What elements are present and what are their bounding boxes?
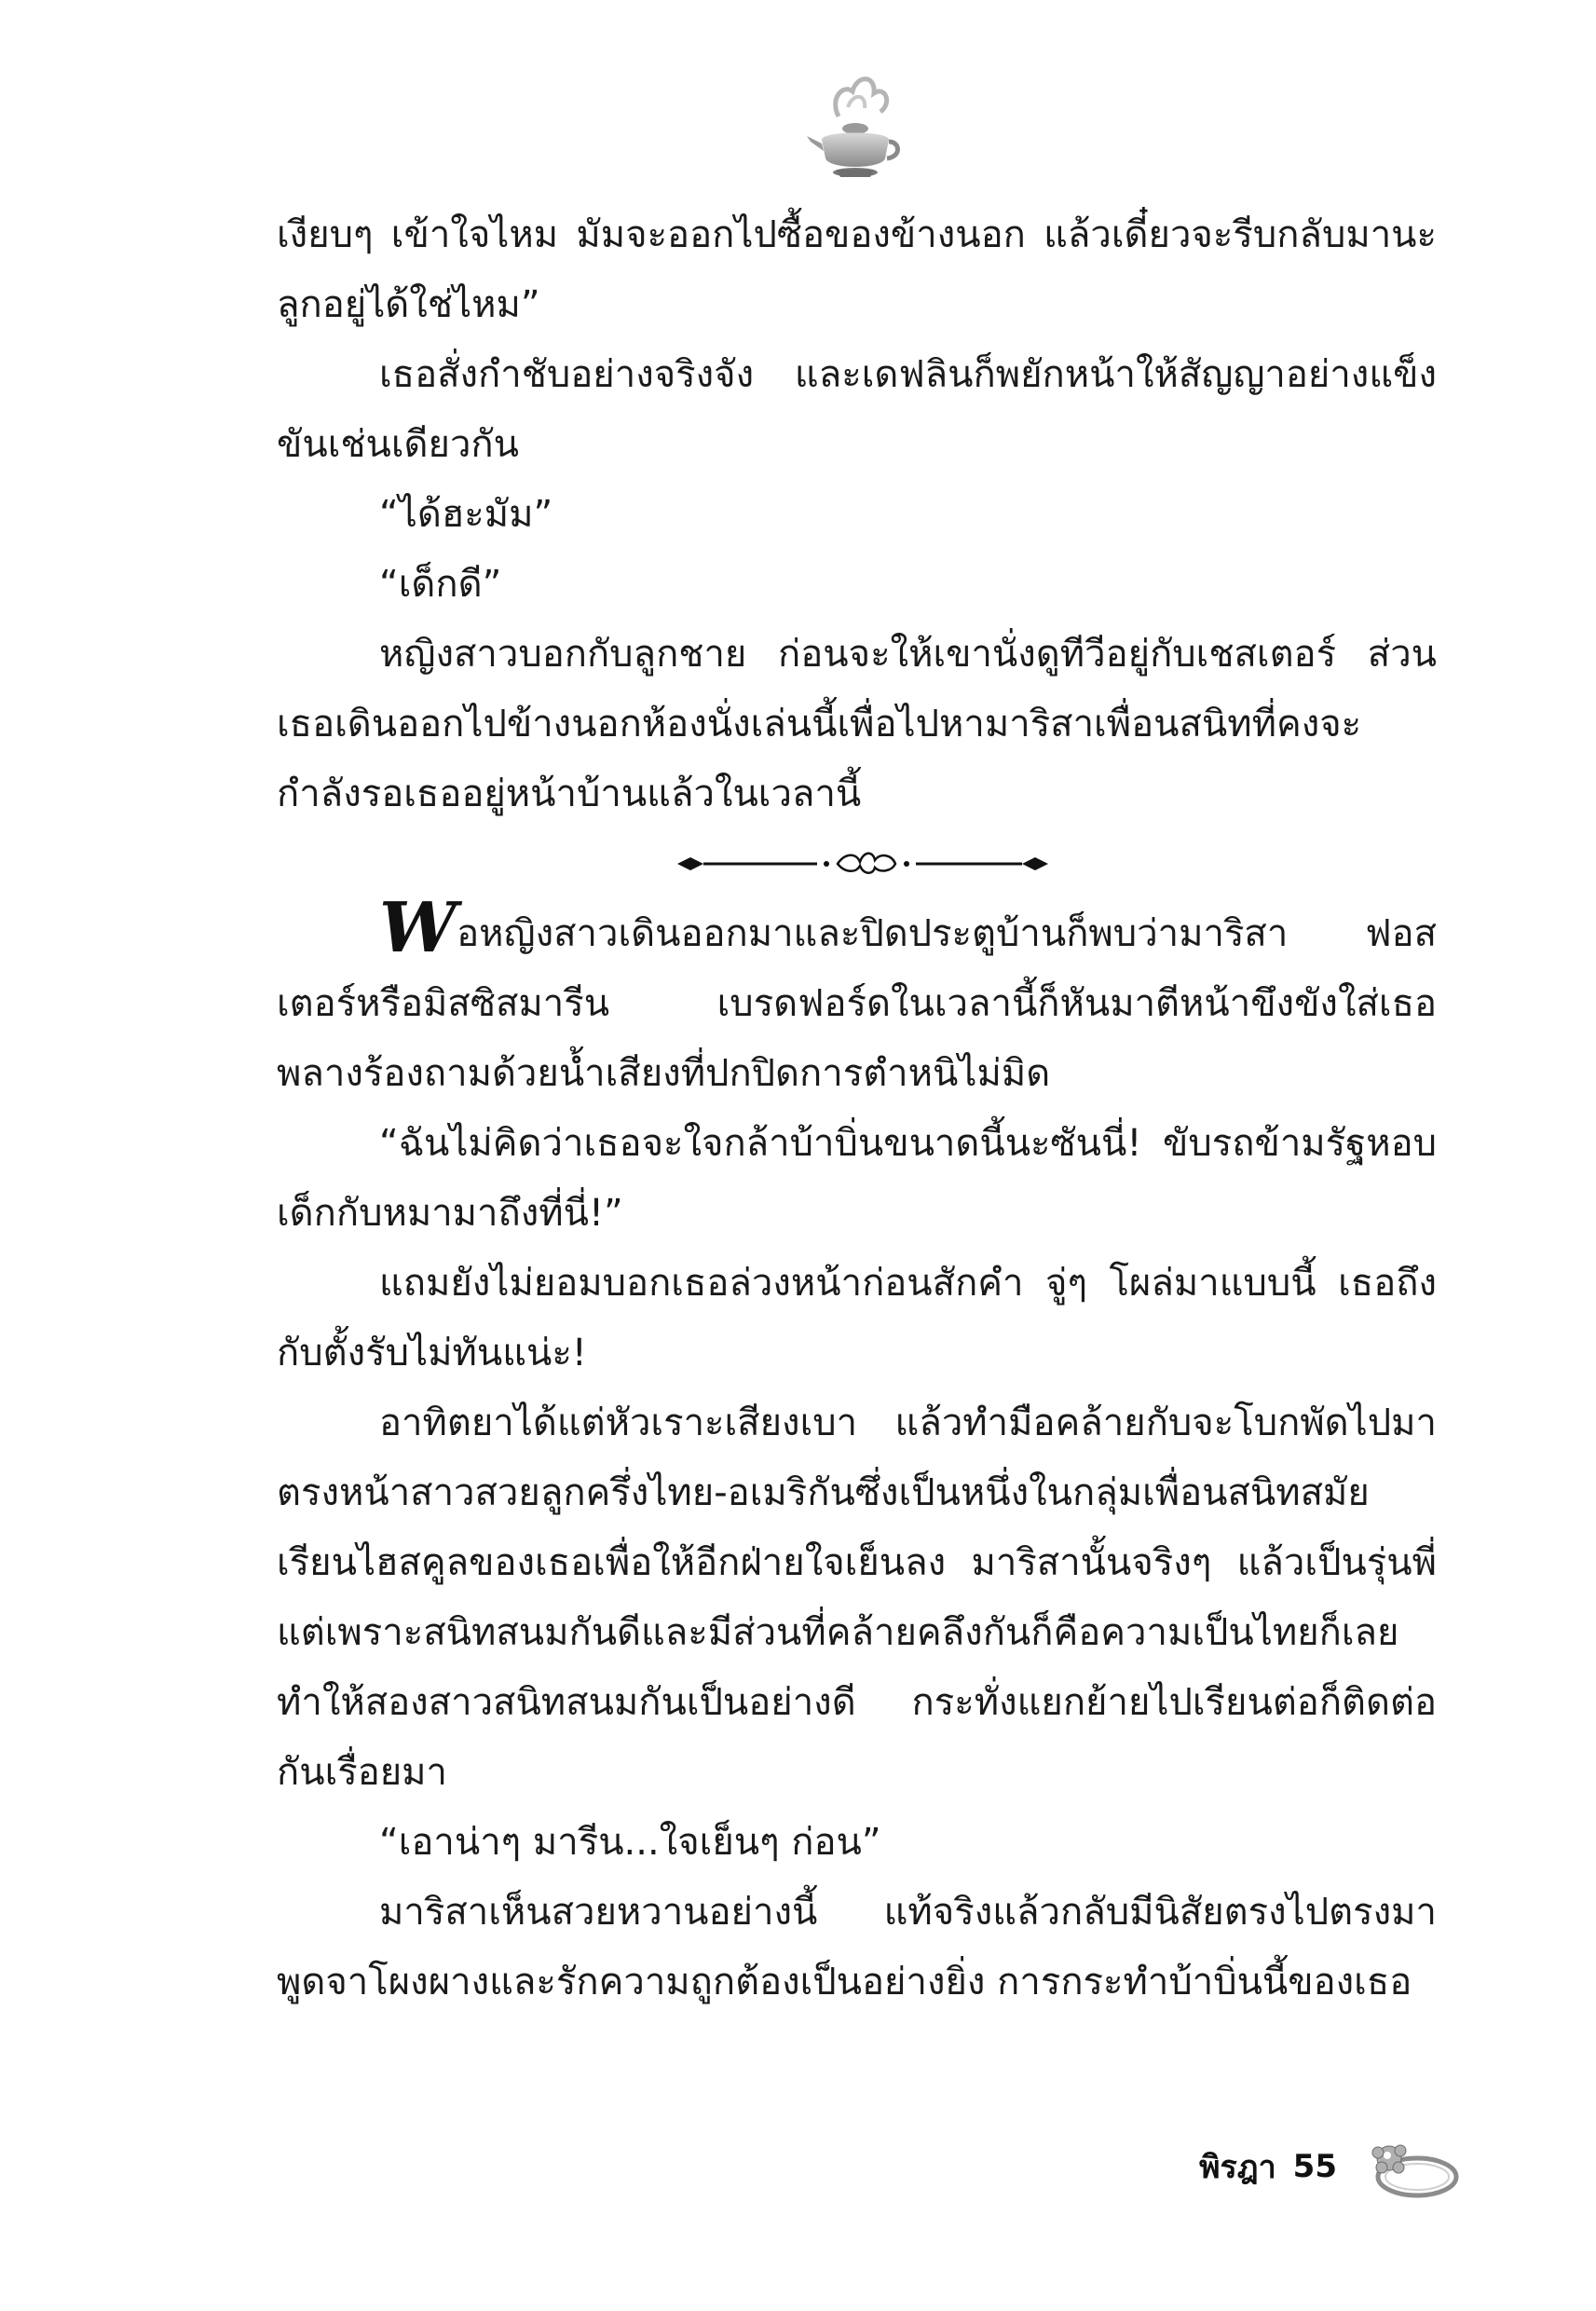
drop-cap-text: อหญิงสาวเดินออกมาและปิดประตูบ้านก็พบว่ามาริสา ฟอสเตอร์หรือมิสซิสมารีน เบรดฟอร์ดในเวลานี้ก็หันมาตีหน้าขึงขังใส่เธอ พลางร้องถามด้วยน้ำเสียงที่ปกปิดการตำหนิไม่มิด	[277, 912, 1437, 1095]
drop-cap: W	[379, 888, 457, 968]
paragraph: อาทิตยาได้แต่หัวเราะเสียงเบา แล้วทำมือคล้ายกับจะโบกพัดไปมาตรงหน้าสาวสวยลูกครึ่งไทย-อเมริกันซึ่งเป็นหนึ่งในกลุ่มเพื่อนสนิทสมัยเรียนไฮสคูลของเธอเพื่อให้อีกฝ่ายใจเย็นลง มาริสานั้นจริงๆ แล้วเป็นรุ่นพี่ แต่เพราะสนิทสนมกันดีและมีส่วนที่คล้ายคลึงกันก็คือความเป็นไทยก็เลยทำให้สองสาวสนิทสนมกันเป็นอย่างดี กระทั่งแยกย้ายไปเรียนต่อก็ติดต่อกันเรื่อยมา	[277, 1402, 1437, 1794]
paragraph: เงียบๆ เข้าใจไหม มัมจะออกไปซื้อของข้างนอก แล้วเดี๋ยวจะรีบกลับมานะ ลูกอยู่ได้ใช่ไหม”	[277, 213, 1437, 326]
paragraph: มาริสาเห็นสวยหวานอย่างนี้ แท้จริงแล้วกลับมีนิสัยตรงไปตรงมาพูดจาโผงผางและรักความถูกต้องเป็นอย่างยิ่ง การกระทำบ้าบิ่นนี้ของเธอ	[277, 1891, 1437, 2003]
page-number: 55	[1292, 2148, 1337, 2185]
paragraph: “เด็กดี”	[379, 563, 502, 606]
paragraph: เธอสั่งกำชับอย่างจริงจัง และเดฟลินก็พยักหน้าให้สัญญาอย่างแข็งขันเช่นเดียวกัน	[277, 353, 1437, 466]
body-text	[277, 200, 1437, 2017]
paragraph: หญิงสาวบอกกับลูกชาย ก่อนจะให้เขานั่งดูทีวีอยู่กับเชสเตอร์ ส่วนเธอเดินออกไปข้างนอกห้องนั่งเล่นนี้เพื่อไปหามาริสาเพื่อนสนิทที่คงจะกำลังรอเธออยู่หน้าบ้านแล้วในเวลานี้	[277, 633, 1437, 815]
page-footer	[1199, 2111, 1466, 2222]
paragraph: แถมยังไม่ยอมบอกเธอล่วงหน้าก่อนสักคำ จู่ๆ โผล่มาแบบนี้ เธอถึงกับตั้งรับไม่ทันแน่ะ!	[277, 1262, 1437, 1374]
paragraph-with-drop-cap	[277, 888, 1437, 1109]
paragraph: “เอาน่าๆ มารีน...ใจเย็นๆ ก่อน”	[379, 1821, 881, 1864]
ring-icon	[1354, 2125, 1466, 2208]
paragraph: “ฉันไม่คิดว่าเธอจะใจกล้าบ้าบิ่นขนาดนี้นะซันนี่! ขับรถข้ามรัฐหอบเด็กกับหมามาถึงที่นี่!”	[277, 1122, 1437, 1235]
paragraph: “ได้ฮะมัม”	[379, 493, 553, 536]
book-title: พิรฎา	[1199, 2149, 1276, 2186]
teapot-ornament-icon	[801, 65, 904, 196]
